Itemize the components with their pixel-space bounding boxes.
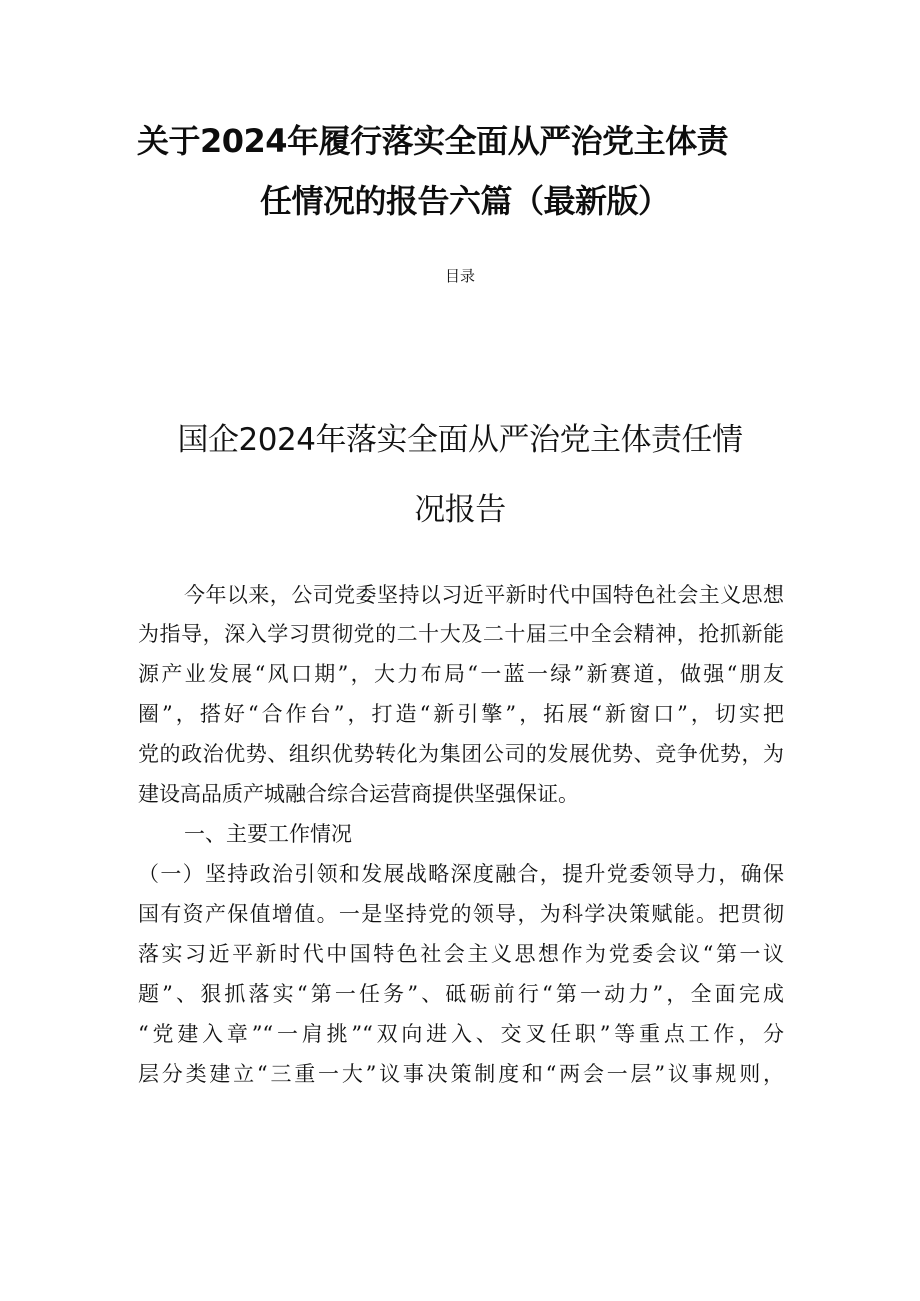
- intro-line: 今年以来，公司党委坚持以习近平新时代中国特色社会主义思想: [184, 583, 784, 607]
- intro-line: 党的政治优势、组织优势转化为集团公司的发展优势、竞争优势，为: [138, 742, 784, 766]
- intro-line: 圈”，搭好“合作台”，打造“新引擎”，拓展“新窗口”，切实把: [138, 702, 784, 726]
- report-title-line-2: 况报告: [414, 492, 506, 528]
- toc-label: 目录: [444, 267, 475, 285]
- report-title-line-1: 国企2024年落实全面从严治党主体责任情: [177, 422, 743, 458]
- section-line: （一）坚持政治引领和发展战略深度融合，提升党委领导力，确保: [138, 862, 784, 886]
- section-line: 国有资产保值增值。一是坚持党的领导，为科学决策赋能。把贯彻: [138, 902, 784, 926]
- intro-line: 建设高品质产城融合综合运营商提供坚强保证。: [138, 782, 579, 806]
- section-line: “党建入章”“一肩挑”“双向进入、交叉任职”等重点工作，分: [138, 1022, 784, 1046]
- section-line: 层分类建立“三重一大”议事决策制度和“两会一层”议事规则，: [138, 1062, 784, 1086]
- section-line: 题”、狠抓落实“第一任务”、砥砺前行“第一动力”，全面完成: [138, 982, 784, 1006]
- intro-line: 为指导，深入学习贯彻党的二十大及二十届三中全会精神，抢抓新能: [138, 622, 784, 646]
- document-title-line-1: 关于2024年履行落实全面从严治党主体责: [137, 122, 729, 160]
- document-title-line-2: 任情况的报告六篇（最新版）: [260, 182, 670, 220]
- section-line: 落实习近平新时代中国特色社会主义思想作为党委会议“第一议: [138, 942, 784, 966]
- section-heading: 一、主要工作情况: [184, 822, 352, 846]
- intro-line: 源产业发展“风口期”，大力布局“一蓝一绿”新赛道，做强“朋友: [138, 662, 784, 686]
